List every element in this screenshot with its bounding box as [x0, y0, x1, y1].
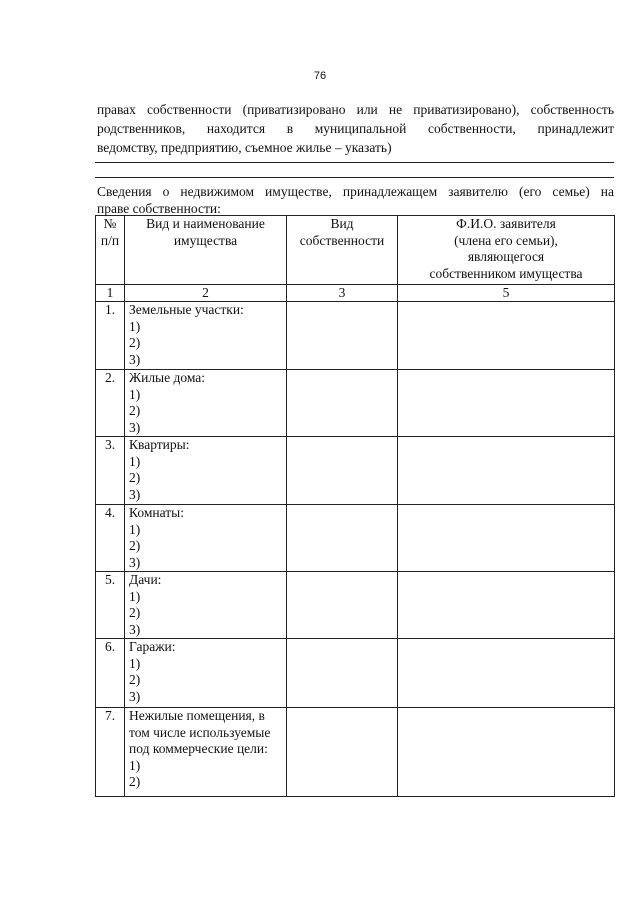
property-item-slot: 1) [129, 318, 141, 334]
owner-name-cell [398, 505, 615, 572]
ownership-type-cell [287, 505, 398, 572]
property-item-slot: 3) [129, 621, 141, 637]
property-item-slot: 2) [129, 672, 141, 687]
property-item-slot: 1) [129, 588, 141, 604]
table-row [96, 708, 615, 797]
property-category-cell [125, 572, 287, 639]
header-property-type: Вид и наименование имущества [125, 216, 287, 285]
property-category-title: Дачи: [129, 572, 162, 587]
blank-answer-line [95, 162, 614, 163]
table-row [96, 302, 615, 370]
heading-line: праве собственности: [97, 201, 221, 216]
property-category-title: Комнаты: [129, 505, 184, 520]
property-category-cell [125, 370, 287, 437]
column-number: 5 [398, 285, 615, 302]
property-item-slot: 3) [129, 554, 141, 570]
property-category-title: Гаражи: [129, 639, 176, 654]
table-row [96, 370, 615, 437]
owner-name-cell [398, 302, 615, 370]
blank-answer-line [95, 177, 614, 178]
ownership-type-cell [287, 708, 398, 797]
table-row [96, 505, 615, 572]
property-item-slot: 3) [129, 351, 141, 367]
property-item-slot: 2) [129, 403, 141, 418]
ownership-type-cell [287, 639, 398, 708]
property-table [95, 215, 615, 797]
row-number: 5. [96, 572, 125, 639]
table-header-row [96, 216, 615, 285]
property-item-slot: 2) [129, 605, 141, 620]
property-item-slot: 3) [129, 688, 141, 704]
column-number: 3 [287, 285, 398, 302]
page-number: 76 [313, 70, 327, 82]
table-row [96, 572, 615, 639]
property-item-slot: 1) [129, 655, 141, 671]
property-item-slot: 2) [129, 538, 141, 553]
ownership-type-cell [287, 437, 398, 505]
property-category-title: Нежилые помещения, в том числе используемые под коммерческие цели: [129, 708, 271, 756]
header-ownership-type: Вид собственности [287, 216, 398, 285]
property-category-cell [125, 437, 287, 505]
heading-line: Сведения о недвижимом имуществе, принадлежащем заявителю (его семье) на [97, 184, 614, 199]
property-item-slot: 1) [129, 757, 141, 773]
row-number: 3. [96, 437, 125, 505]
owner-name-cell [398, 572, 615, 639]
row-number: 2. [96, 370, 125, 437]
intro-line: ведомству, предприятию, съемное жилье – указать) [97, 140, 392, 155]
property-item-slot: 2) [129, 774, 141, 789]
property-item-slot: 3) [129, 486, 141, 502]
property-category-title: Жилые дома: [129, 370, 206, 385]
property-item-slot: 1) [129, 521, 141, 537]
table-body [96, 302, 615, 797]
property-item-slot: 2) [129, 470, 141, 485]
owner-name-cell [398, 708, 615, 797]
intro-line: правах собственности (приватизировано или не приватизировано), собственность [97, 102, 614, 117]
ownership-type-cell [287, 302, 398, 370]
property-category-cell [125, 302, 287, 370]
property-item-slot: 2) [129, 335, 141, 350]
ownership-type-cell [287, 572, 398, 639]
row-number: 6. [96, 639, 125, 708]
owner-name-cell [398, 639, 615, 708]
row-number: 7. [96, 708, 125, 797]
intro-line: родственников, находится в муниципальной собственности, принадлежит [97, 121, 614, 136]
intro-paragraph [97, 100, 614, 157]
header-number: № п/п [96, 216, 125, 285]
property-category-title: Квартиры: [129, 437, 190, 452]
property-item-slot: 1) [129, 386, 141, 402]
table-row [96, 437, 615, 505]
row-number: 1. [96, 302, 125, 370]
property-item-slot: 3) [129, 419, 141, 435]
section-heading [97, 183, 614, 217]
property-category-cell [125, 639, 287, 708]
owner-name-cell [398, 370, 615, 437]
column-number: 2 [125, 285, 287, 302]
property-category-cell [125, 505, 287, 572]
owner-name-cell [398, 437, 615, 505]
column-number-row [96, 285, 615, 302]
ownership-type-cell [287, 370, 398, 437]
header-owner-name: Ф.И.О. заявителя (члена его семьи), являющегося собственником имущества [398, 216, 615, 285]
property-item-slot: 1) [129, 453, 141, 469]
column-number: 1 [96, 285, 125, 302]
table-row [96, 639, 615, 708]
property-category-cell [125, 708, 287, 797]
row-number: 4. [96, 505, 125, 572]
property-category-title: Земельные участки: [129, 302, 244, 317]
